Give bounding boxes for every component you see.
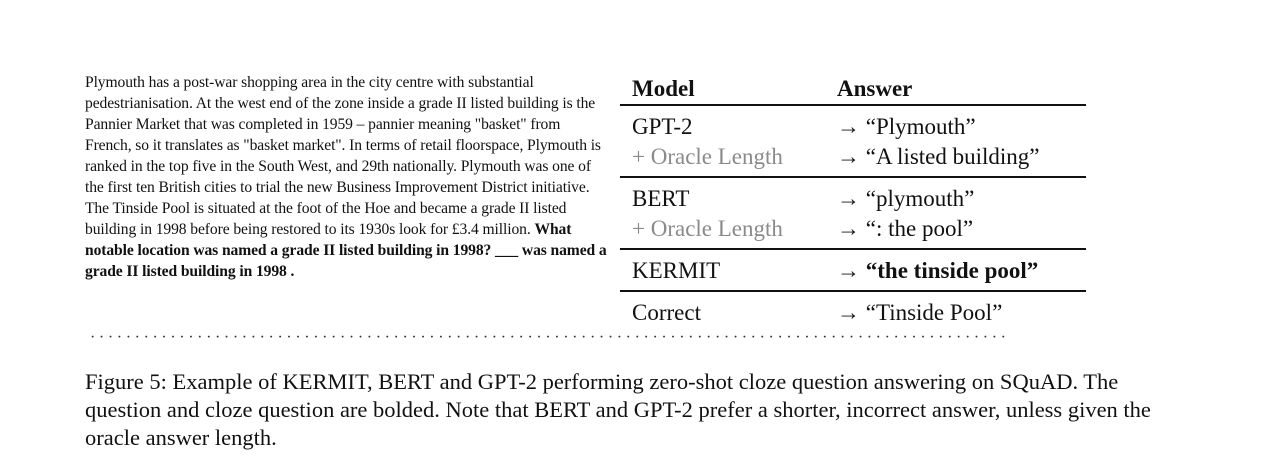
answer-correct: → “Tinside Pool” [837,300,1003,325]
figure-caption: Figure 5: Example of KERMIT, BERT and GPT-2 performing zero-shot cloze question answering on SQuAD. The question and cloze question are bolded. Note that BERT and GPT-2 prefer a shorter, incorrect answer, unless given the oracle answer length. [85,369,1151,450]
table-row-correct [620,291,1086,332]
model-kermit: KERMIT [632,258,721,283]
dotted-separator: ······································································································· [90,333,1010,343]
answer-kermit: → “the tinside pool” [837,258,1039,283]
answer-bert-oracle: → “: the pool” [837,216,974,241]
answer-bert: → “plymouth” [837,186,975,211]
model-gpt2: GPT-2 [632,114,693,139]
context-passage [85,72,607,282]
passage-context-text: Plymouth has a post-war shopping area in the city centre with substantial pedestrianisation. At the west end of the zone inside a grade II listed building is the Pannier Market that was completed in 1959 – pannier meaning "basket" from French, so it translates as "basket market". In terms of retail floorspace, Plymouth is ranked in the top five in the South West, and 29th nationally. Plymouth was one of the first ten British cities to trial the new Business Improvement District initiative. The Tinside Pool is situated at the foot of the Hoe and became a grade II listed building in 1998 before being restored to its 1930s look for £3.4 million. [85,74,601,238]
model-bert: BERT [632,186,690,211]
table-row-bert [620,177,1086,249]
model-answer-table [620,68,1086,332]
answer-gpt2-oracle: → “A listed building” [837,144,1040,169]
table-row-gpt2 [620,105,1086,177]
model-bert-oracle: + Oracle Length [632,216,783,241]
header-model: Model [620,68,825,105]
header-answer: Answer [825,68,1086,105]
table-header-row [620,68,1086,105]
answer-gpt2: → “Plymouth” [837,114,976,139]
model-gpt2-oracle: + Oracle Length [632,144,783,169]
model-correct: Correct [632,300,701,325]
passage-question-text: What notable location was named a grade II listed building in 1998? ___ was named a grade II listed building in 1998 . [85,221,607,280]
table-row-kermit [620,249,1086,291]
